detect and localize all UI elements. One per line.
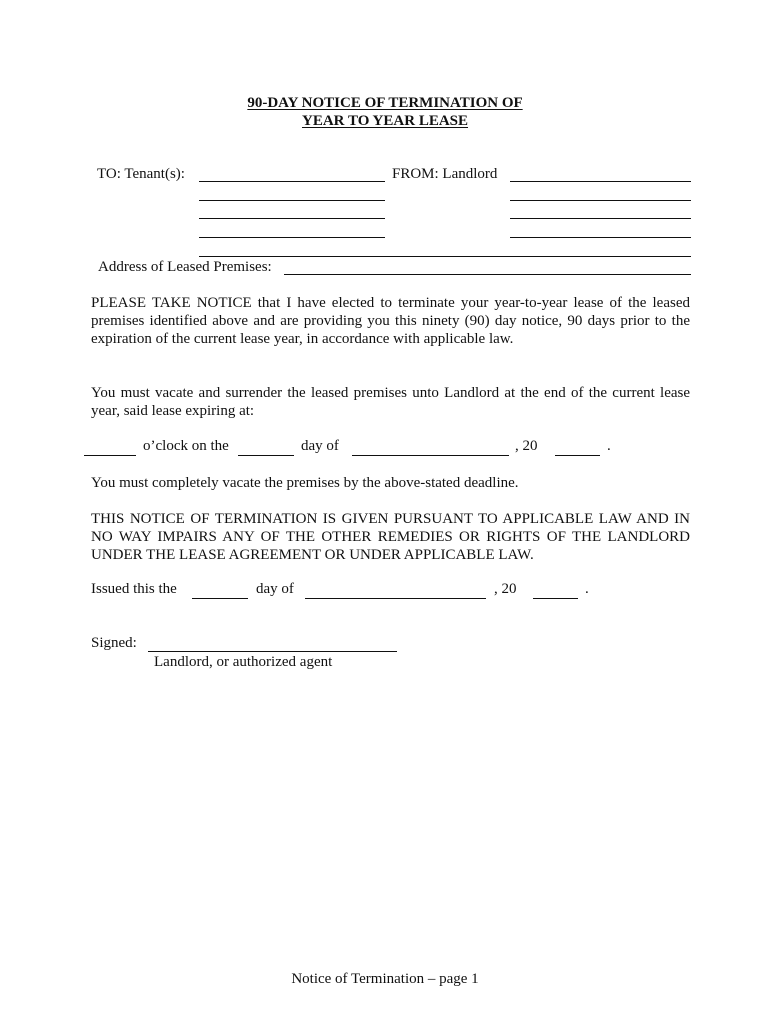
expiry-year-line[interactable] bbox=[555, 455, 600, 456]
landlord-line-4[interactable] bbox=[510, 237, 691, 238]
expiry-day-of-label: day of bbox=[301, 438, 339, 454]
tenant-line-4[interactable] bbox=[199, 237, 385, 238]
issued-period: . bbox=[585, 581, 589, 597]
expiry-month-line[interactable] bbox=[352, 455, 509, 456]
tenant-line-1[interactable] bbox=[199, 181, 385, 182]
document-title-line-2: YEAR TO YEAR LEASE bbox=[301, 113, 469, 129]
signed-label: Signed: bbox=[91, 635, 137, 651]
issued-label: Issued this the bbox=[91, 581, 177, 597]
address-line-1[interactable] bbox=[199, 256, 691, 257]
address-line-2[interactable] bbox=[284, 274, 691, 275]
issued-day-of-label: day of bbox=[256, 581, 294, 597]
issued-year-line[interactable] bbox=[533, 598, 578, 599]
landlord-line-1[interactable] bbox=[510, 181, 691, 182]
tenant-line-2[interactable] bbox=[199, 200, 385, 201]
expiry-year-prefix: , 20 bbox=[515, 438, 538, 454]
expiry-day-line[interactable] bbox=[238, 455, 294, 456]
deadline-sentence: You must completely vacate the premises by the above-stated deadline. bbox=[91, 475, 519, 491]
notice-paragraph: PLEASE TAKE NOTICE that I have elected to terminate your year-to-year lease of the leased premises identified above and are providing you this ninety (90) day notice, 90 days prior to the expiration of the current lease year, in accordance with applicable law. bbox=[91, 295, 690, 347]
issued-month-line[interactable] bbox=[305, 598, 486, 599]
issued-day-line[interactable] bbox=[192, 598, 248, 599]
landlord-line-2[interactable] bbox=[510, 200, 691, 201]
legal-paragraph: THIS NOTICE OF TERMINATION IS GIVEN PURSUANT TO APPLICABLE LAW AND IN NO WAY IMPAIRS ANY OF THE OTHER REMEDIES OR RIGHTS OF THE LANDLORD UNDER THE LEASE AGREEMENT OR UNDER APPLICABLE LAW. bbox=[91, 511, 690, 563]
oclock-label: o’clock on the bbox=[143, 438, 229, 454]
signature-caption: Landlord, or authorized agent bbox=[154, 654, 333, 670]
expiry-period: . bbox=[607, 438, 611, 454]
from-landlord-label: FROM: Landlord bbox=[392, 166, 498, 182]
tenant-line-3[interactable] bbox=[199, 218, 385, 219]
document-title-line-1: 90-DAY NOTICE OF TERMINATION OF bbox=[247, 95, 523, 111]
to-tenants-label: TO: Tenant(s): bbox=[97, 166, 185, 182]
address-label: Address of Leased Premises: bbox=[98, 259, 272, 275]
expiry-hour-line[interactable] bbox=[84, 455, 136, 456]
landlord-line-3[interactable] bbox=[510, 218, 691, 219]
page-footer: Notice of Termination – page 1 bbox=[291, 971, 479, 987]
vacate-paragraph: You must vacate and surrender the leased premises unto Landlord at the end of the current lease year, said lease expiring at: bbox=[91, 385, 690, 419]
issued-year-prefix: , 20 bbox=[494, 581, 517, 597]
signature-line[interactable] bbox=[148, 651, 397, 652]
